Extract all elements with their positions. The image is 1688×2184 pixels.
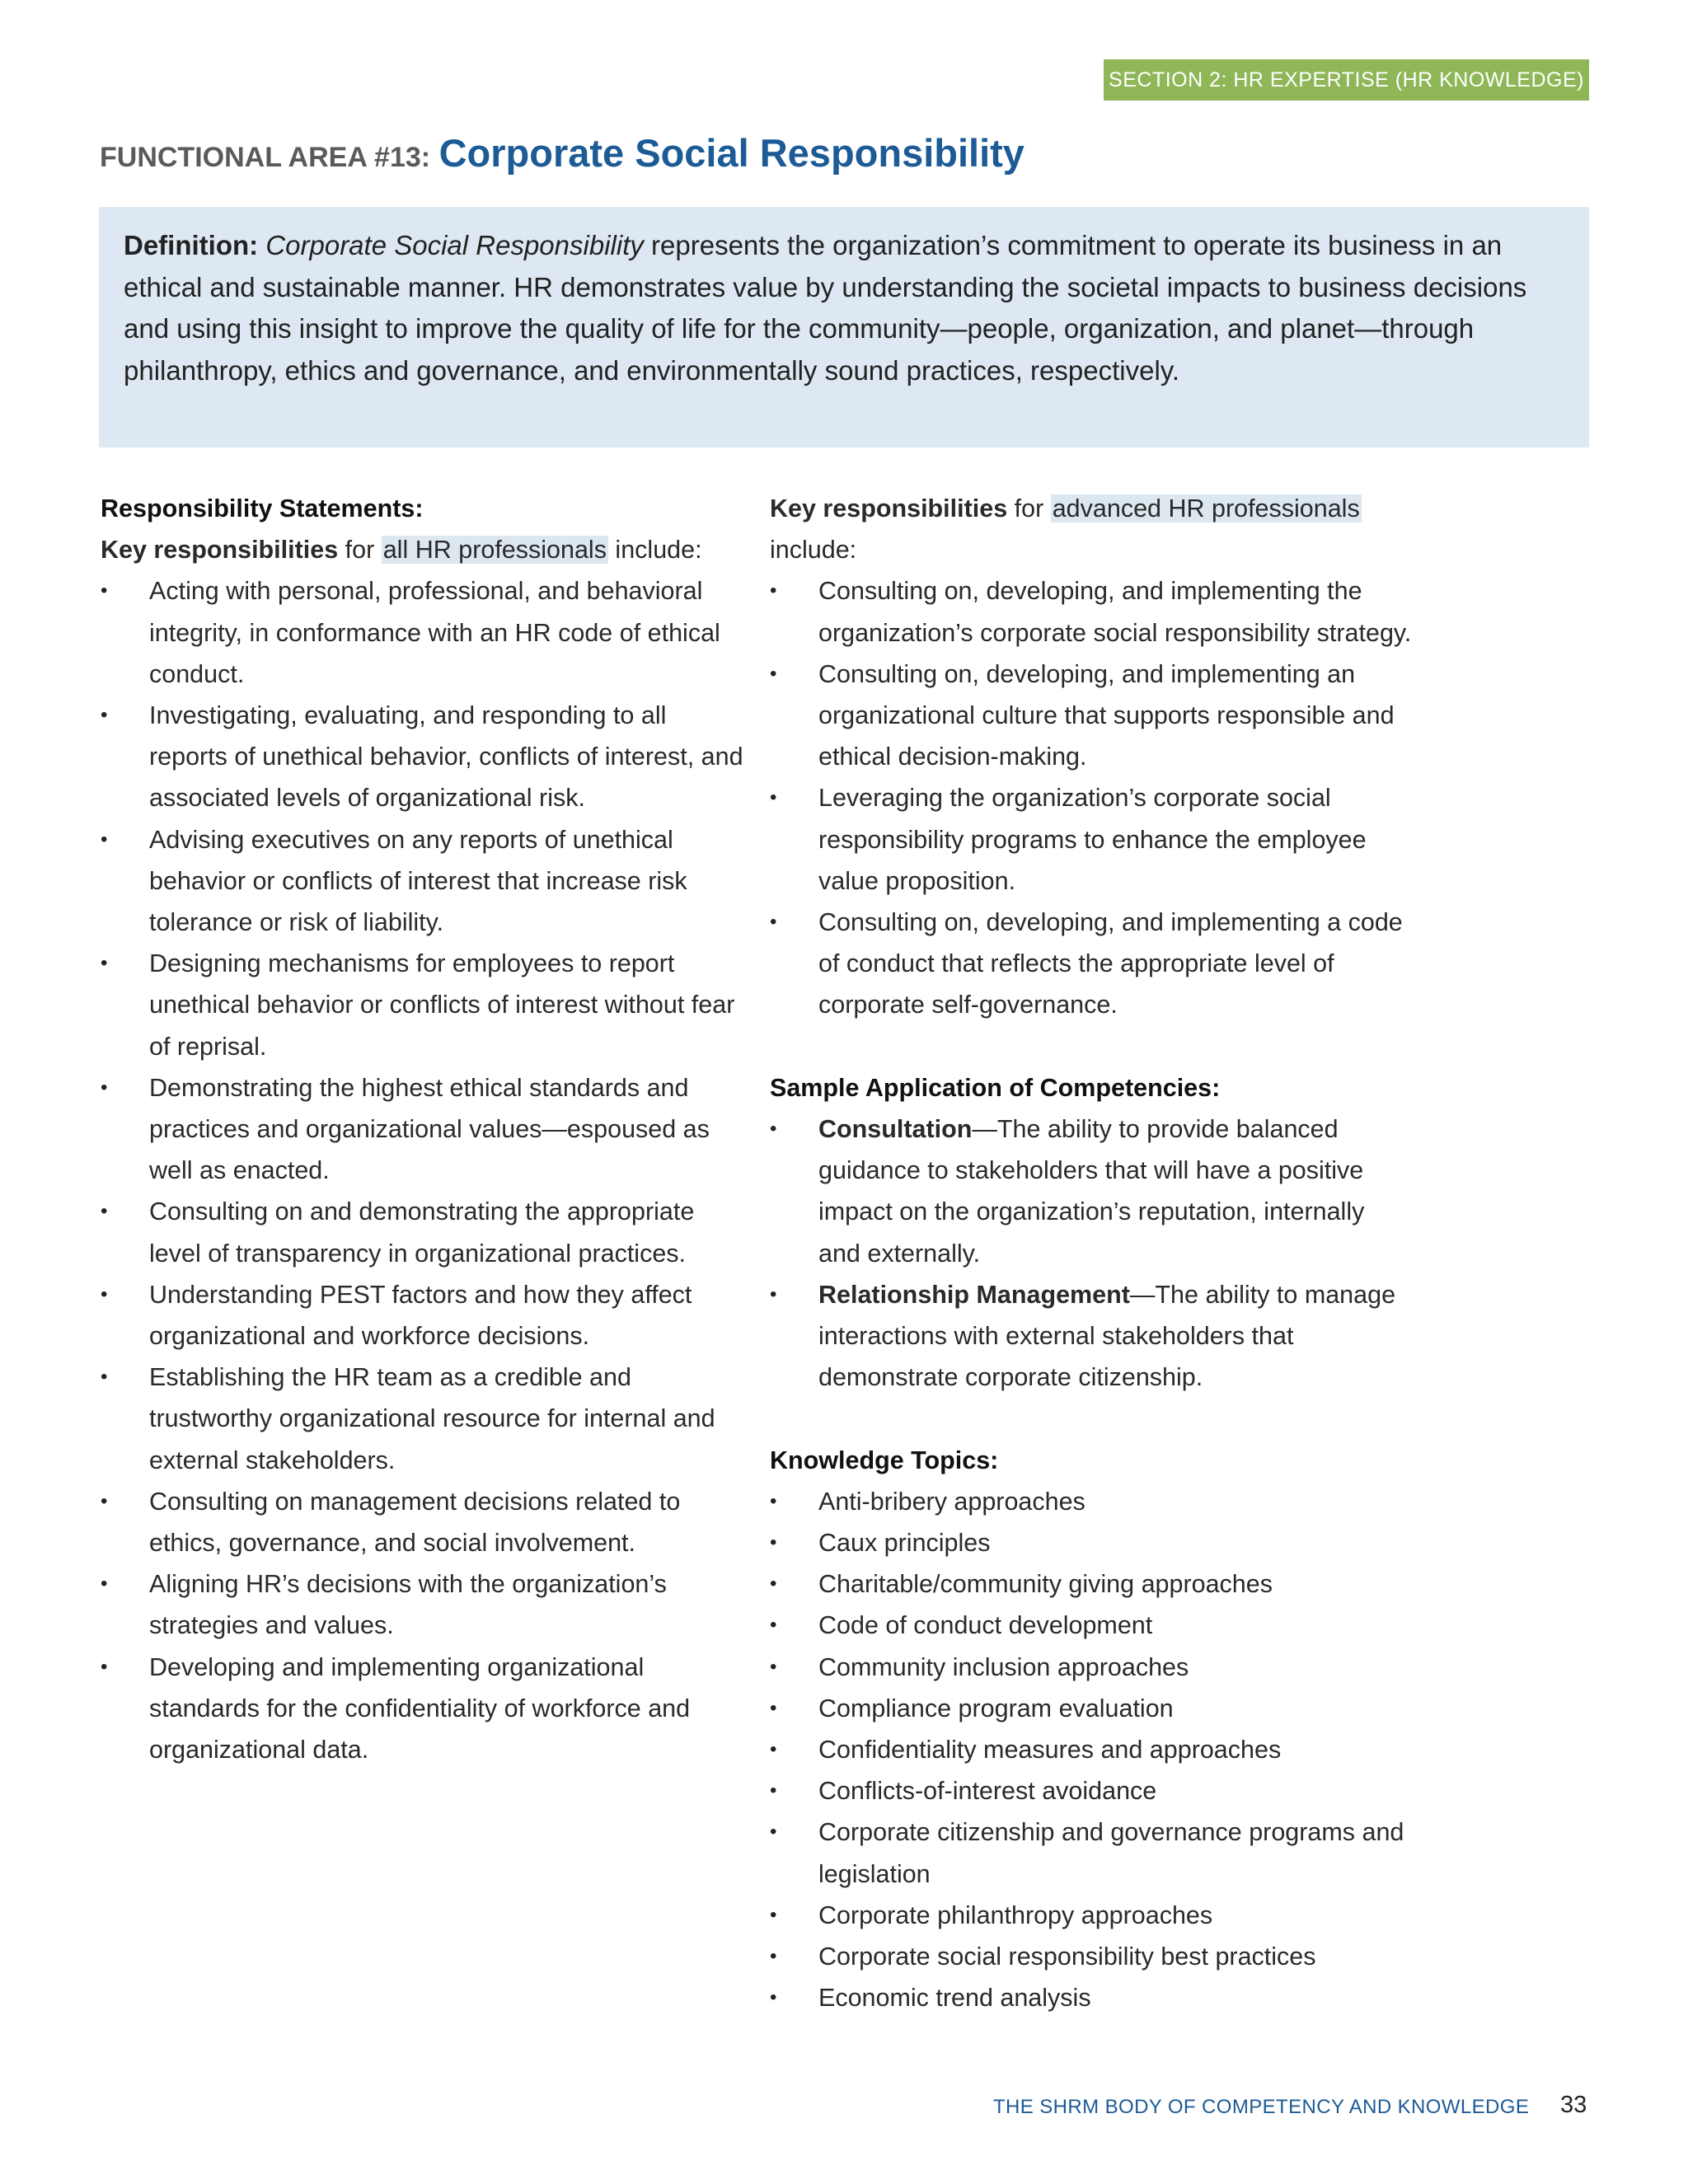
- page-title: [100, 130, 1025, 176]
- list-item: • Acting with personal, professional, and behavioral integrity, in conformance with an HR code of ethical conduct.: [101, 570, 743, 695]
- competency-text: —The ability to manage interactions with external stakeholders that demonstrate corporate citizenship.: [818, 1280, 1396, 1392]
- list-item: [770, 1274, 1413, 1399]
- list-item: • Investigating, evaluating, and responding to all reports of unethical behavior, conflicts of interest, and associated levels of organizational risk.: [101, 695, 743, 819]
- list-item: • Corporate citizenship and governance programs and legislation: [770, 1811, 1413, 1894]
- list-item: • Charitable/community giving approaches: [770, 1563, 1413, 1605]
- knowledge-topics-list: [770, 1481, 1413, 2019]
- competency-name: Relationship Management: [818, 1280, 1130, 1309]
- list-item: • Community inclusion approaches: [770, 1647, 1413, 1688]
- definition-box: [99, 207, 1589, 448]
- competencies-heading: Sample Application of Competencies:: [770, 1073, 1221, 1102]
- list-item: • Consulting on and demonstrating the appropriate level of transparency in organizational practices.: [101, 1191, 743, 1273]
- list-item: [770, 1108, 1413, 1274]
- list-item: • Code of conduct development: [770, 1605, 1413, 1646]
- advanced-hr-intro: [770, 488, 1413, 570]
- list-item: • Consulting on, developing, and implementing an organizational culture that supports responsible and ethical decision-making.: [770, 654, 1413, 778]
- responsibility-statements-heading: Responsibility Statements:: [101, 494, 424, 523]
- intro-highlight: all HR professionals: [382, 536, 607, 565]
- list-item: • Developing and implementing organizational standards for the confidentiality of workforce and organizational data.: [101, 1647, 743, 1771]
- list-item: • Advising executives on any reports of unethical behavior or conflicts of interest that increase risk tolerance or risk of liability.: [101, 819, 743, 944]
- list-item: • Economic trend analysis: [770, 1977, 1413, 2018]
- footer-title: THE SHRM BODY OF COMPETENCY AND KNOWLEDGE: [993, 2096, 1530, 2118]
- list-item: • Conflicts-of-interest avoidance: [770, 1770, 1413, 1811]
- all-hr-intro: [101, 529, 743, 570]
- list-item: • Establishing the HR team as a credible and trustworthy organizational resource for internal and external stakeholders.: [101, 1357, 743, 1481]
- definition-text: represents the organization’s commitment to operate its business in an ethical and sustainable manner. HR demonstrates value by understanding the societal impacts to business decisions and using this insight to improve the quality of life for the community—people, organization, and planet—through philanthropy, ethics and governance, and environmentally sound practices, respectively.: [124, 230, 1527, 386]
- list-item: • Corporate philanthropy approaches: [770, 1895, 1413, 1936]
- intro-for: for: [338, 536, 382, 565]
- page-number: 33: [1560, 2092, 1587, 2118]
- left-column: [101, 488, 743, 1770]
- all-hr-responsibilities-list: [101, 570, 743, 1770]
- list-item: • Consulting on, developing, and implementing a code of conduct that reflects the appropriate level of corporate self-governance.: [770, 902, 1413, 1026]
- definition-term: Corporate Social Responsibility: [265, 230, 644, 260]
- list-item: • Consulting on management decisions related to ethics, governance, and social involvement.: [101, 1481, 743, 1563]
- intro-end: include:: [607, 536, 702, 565]
- functional-area-prefix: FUNCTIONAL AREA #13:: [100, 142, 431, 173]
- intro-end: include:: [770, 536, 857, 565]
- list-item: • Confidentiality measures and approaches: [770, 1729, 1413, 1770]
- list-item: • Consulting on, developing, and implementing the organization’s corporate social responsibility strategy.: [770, 570, 1413, 653]
- competency-text: —The ability to provide balanced guidance to stakeholders that will have a positive impact on the organization’s reputation, internally and externally.: [818, 1115, 1365, 1268]
- intro-highlight: advanced HR professionals: [1052, 494, 1360, 523]
- list-item: • Anti-bribery approaches: [770, 1481, 1413, 1522]
- list-item: • Corporate social responsibility best practices: [770, 1936, 1413, 1977]
- intro-bold: Key responsibilities: [770, 494, 1008, 523]
- intro-for: for: [1007, 494, 1051, 523]
- right-column: [770, 488, 1413, 2018]
- section-tag: SECTION 2: HR EXPERTISE (HR KNOWLEDGE): [1104, 59, 1589, 101]
- list-item: • Understanding PEST factors and how they affect organizational and workforce decisions.: [101, 1274, 743, 1357]
- list-item: • Demonstrating the highest ethical standards and practices and organizational values—espoused as well as enacted.: [101, 1067, 743, 1192]
- list-item: • Caux principles: [770, 1522, 1413, 1563]
- list-item: • Compliance program evaluation: [770, 1688, 1413, 1729]
- advanced-hr-responsibilities-list: [770, 570, 1413, 1025]
- competency-name: Consultation: [818, 1115, 973, 1144]
- definition-label: Definition:: [124, 230, 259, 260]
- list-item: • Designing mechanisms for employees to report unethical behavior or conflicts of interest without fear of reprisal.: [101, 943, 743, 1067]
- list-item: • Aligning HR’s decisions with the organization’s strategies and values.: [101, 1563, 743, 1646]
- competencies-list: [770, 1108, 1413, 1398]
- intro-bold: Key responsibilities: [101, 536, 339, 565]
- functional-area-title: Corporate Social Responsibility: [438, 131, 1025, 175]
- list-item: • Leveraging the organization’s corporate social responsibility programs to enhance the employee value proposition.: [770, 777, 1413, 902]
- knowledge-topics-heading: Knowledge Topics:: [770, 1446, 999, 1474]
